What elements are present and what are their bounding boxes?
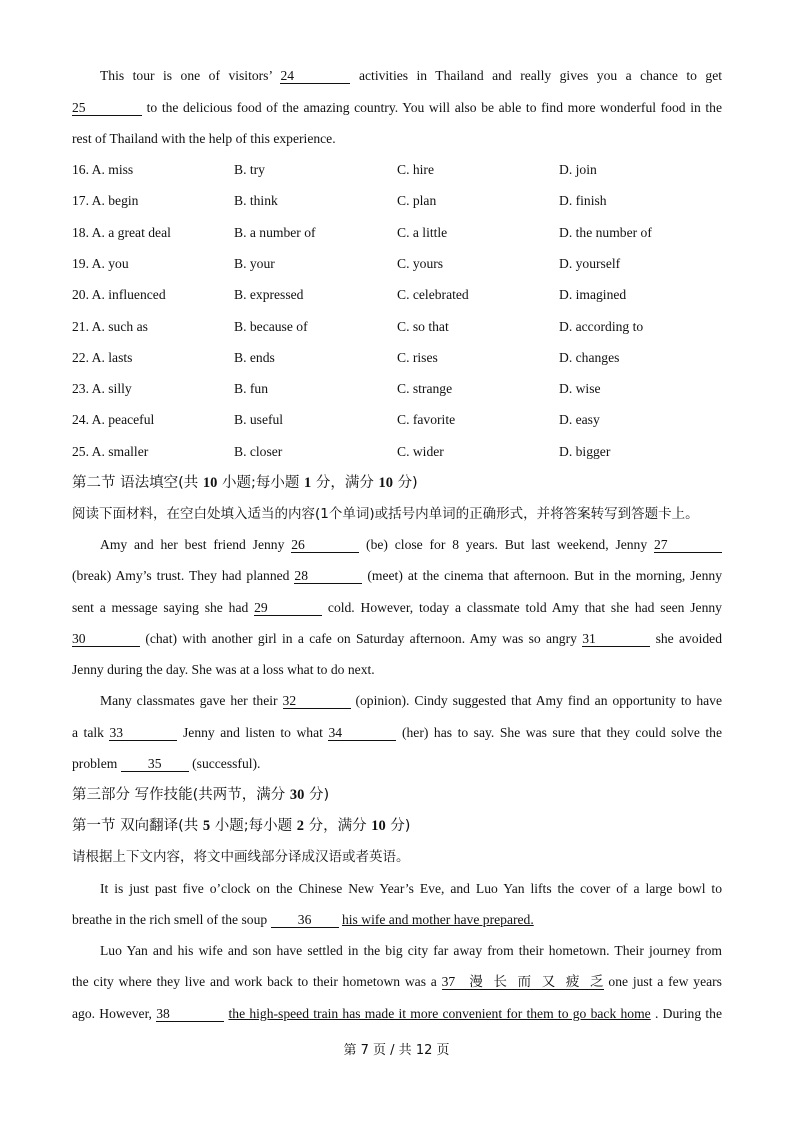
text: 小题;每小题 bbox=[221, 475, 304, 491]
section-instruction: 阅读下面材料，在空白处填入适当的内容(1个单词)或括号内单词的正确形式，并将答案转写到答题卡上。 bbox=[72, 506, 699, 522]
answer-blank: 38 bbox=[156, 1006, 224, 1022]
option-21-B: B. because of bbox=[234, 318, 308, 334]
answer-blank: 31 bbox=[582, 631, 650, 647]
text: 第三部分 写作技能(共两节，满分 bbox=[72, 787, 290, 803]
section-heading bbox=[72, 474, 722, 492]
text-line bbox=[100, 942, 722, 960]
text-line bbox=[72, 99, 722, 117]
answer-blank: 27 bbox=[654, 537, 722, 553]
text: (opinion). Cindy suggested that Amy find an opportunity to have bbox=[355, 693, 723, 708]
answer-blank: 32 bbox=[283, 693, 351, 709]
part-heading bbox=[72, 786, 722, 804]
option-17-C: C. plan bbox=[397, 193, 437, 209]
option-23-D: D. wise bbox=[559, 381, 601, 397]
option-16-A: 16. A. miss bbox=[72, 162, 134, 177]
bold-number: 10 bbox=[378, 475, 393, 491]
section-instruction: 请根据上下文内容，将文中画线部分译成汉语或者英语。 bbox=[72, 849, 410, 865]
option-21-A: 21. A. such as bbox=[72, 318, 148, 334]
text: (her) has to say. She was sure that they could solve the bbox=[401, 725, 722, 740]
answer-blank: 29 bbox=[254, 600, 322, 616]
text: she avoided bbox=[655, 631, 723, 646]
answer-blank: 33 bbox=[109, 725, 177, 741]
answer-blank: 24 bbox=[280, 68, 350, 84]
answer-blank: 37 漫长而又疲乏 bbox=[441, 974, 604, 989]
text: 分) bbox=[397, 475, 418, 491]
option-23-B: B. fun bbox=[234, 381, 268, 397]
option-20-A: 20. A. influenced bbox=[72, 287, 166, 303]
text: 分) bbox=[390, 818, 411, 834]
option-16-B: B. try bbox=[234, 162, 265, 177]
text-line bbox=[100, 880, 722, 898]
text: This tour is one of visitors’ bbox=[100, 68, 272, 83]
text-line bbox=[72, 661, 722, 679]
option-18-D: D. the number of bbox=[559, 224, 652, 240]
text-line bbox=[100, 67, 722, 85]
option-20-B: B. expressed bbox=[234, 287, 304, 303]
answer-blank: 26 bbox=[291, 537, 359, 553]
text: the city where they live and work back to their hometown was a bbox=[72, 974, 437, 989]
underlined-translation-text: the high-speed train has made it more convenient for them to go back home bbox=[228, 1006, 651, 1021]
option-24-A: 24. A. peaceful bbox=[72, 412, 155, 428]
text: Jenny and listen to what bbox=[183, 725, 323, 740]
text: 分) bbox=[308, 787, 330, 803]
text-line bbox=[72, 724, 722, 742]
answer-blank: 30 bbox=[72, 631, 140, 647]
text-line bbox=[100, 692, 722, 710]
text-line bbox=[72, 911, 722, 929]
bold-number: 5 bbox=[202, 818, 211, 834]
text: Many classmates gave her their bbox=[100, 693, 278, 708]
text: It is just past five o’clock on the Chinese New Year’s Eve, and Luo Yan lifts the cover of a large bowl to bbox=[100, 881, 722, 896]
bold-number: 10 bbox=[371, 818, 386, 834]
option-19-C: C. yours bbox=[397, 255, 444, 271]
text: 小题;每小题 bbox=[214, 818, 297, 834]
option-16-D: D. join bbox=[559, 162, 597, 177]
option-20-C: C. celebrated bbox=[397, 287, 469, 303]
answer-blank: 35 bbox=[121, 756, 189, 772]
option-23-C: C. strange bbox=[397, 381, 453, 397]
text: (meet) at the cinema that afternoon. But in the morning, Jenny bbox=[367, 568, 722, 583]
option-19-D: D. yourself bbox=[559, 255, 621, 271]
text: to the delicious food of the amazing country. You will also be able to find more wonderful food in the bbox=[146, 100, 722, 115]
option-25-D: D. bigger bbox=[559, 443, 611, 459]
answer-blank: 25 bbox=[72, 100, 142, 116]
text: cold. However, today a classmate told Amy that she had seen Jenny bbox=[327, 600, 722, 615]
option-17-A: 17. A. begin bbox=[72, 193, 139, 209]
text: (break) Amy’s trust. They had planned bbox=[72, 568, 290, 583]
text: Amy and her best friend Jenny bbox=[100, 537, 285, 552]
option-24-B: B. useful bbox=[234, 412, 284, 428]
text: Jenny during the day. She was at a loss what to do next. bbox=[72, 662, 375, 677]
option-24-C: C. favorite bbox=[397, 412, 456, 428]
answer-blank: 28 bbox=[294, 568, 362, 584]
text-line bbox=[72, 1005, 722, 1023]
text: ago. However, bbox=[72, 1006, 152, 1021]
text-line bbox=[100, 536, 722, 554]
option-22-D: D. changes bbox=[559, 349, 620, 365]
option-23-A: 23. A. silly bbox=[72, 381, 132, 397]
option-25-C: C. wider bbox=[397, 443, 444, 459]
text: one just a few years bbox=[608, 974, 722, 989]
text: (chat) with another girl in a cafe on Saturday afternoon. Amy was so angry bbox=[145, 631, 577, 646]
option-21-D: D. according to bbox=[559, 318, 644, 334]
option-18-B: B. a number of bbox=[234, 224, 316, 240]
text-line bbox=[72, 630, 722, 648]
option-18-A: 18. A. a great deal bbox=[72, 224, 171, 240]
text: a talk bbox=[72, 725, 104, 740]
text: problem bbox=[72, 756, 118, 771]
option-24-D: D. easy bbox=[559, 412, 600, 428]
option-21-C: C. so that bbox=[397, 318, 449, 334]
page-footer: 第 7 页 / 共 12 页 bbox=[343, 1043, 450, 1058]
option-17-D: D. finish bbox=[559, 193, 607, 209]
text: Luo Yan and his wife and son have settled in the big city far away from their hometown. Their journey from bbox=[100, 943, 722, 958]
section-heading bbox=[72, 817, 722, 835]
option-17-B: B. think bbox=[234, 193, 278, 209]
text: . During the bbox=[654, 1006, 722, 1021]
text: 第一节 双向翻译(共 bbox=[72, 818, 203, 834]
option-25-A: 25. A. smaller bbox=[72, 443, 149, 459]
bold-number: 10 bbox=[202, 475, 218, 491]
answer-blank: 36 bbox=[271, 912, 339, 928]
text: (be) close for 8 years. But last weekend, Jenny bbox=[366, 537, 648, 552]
text: 第二节 语法填空(共 bbox=[72, 475, 203, 491]
bold-number: 30 bbox=[289, 787, 305, 803]
text: sent a message saying she had bbox=[72, 600, 249, 615]
option-19-B: B. your bbox=[234, 255, 275, 271]
option-16-C: C. hire bbox=[397, 162, 434, 177]
option-22-A: 22. A. lasts bbox=[72, 349, 133, 365]
answer-blank: 34 bbox=[328, 725, 396, 741]
text-line bbox=[72, 599, 722, 617]
bold-number: 2 bbox=[296, 818, 304, 834]
option-18-C: C. a little bbox=[397, 224, 448, 240]
text: 分，满分 bbox=[315, 475, 379, 491]
text: breathe in the rich smell of the soup bbox=[72, 912, 268, 927]
text-line bbox=[72, 973, 722, 991]
text: activities in Thailand and really gives you a chance to get bbox=[358, 68, 723, 83]
option-20-D: D. imagined bbox=[559, 287, 627, 303]
option-22-B: B. ends bbox=[234, 349, 275, 365]
text-line bbox=[72, 755, 722, 773]
option-19-A: 19. A. you bbox=[72, 255, 129, 271]
underlined-translation-text: his wife and mother have prepared. bbox=[341, 912, 534, 927]
text: (successful). bbox=[192, 756, 261, 771]
text: rest of Thailand with the help of this experience. bbox=[72, 131, 336, 146]
option-25-B: B. closer bbox=[234, 443, 283, 459]
text-line bbox=[72, 567, 722, 585]
option-22-C: C. rises bbox=[397, 349, 438, 365]
bold-number: 1 bbox=[303, 475, 312, 491]
text: 分，满分 bbox=[308, 818, 372, 834]
text-line bbox=[72, 130, 722, 148]
